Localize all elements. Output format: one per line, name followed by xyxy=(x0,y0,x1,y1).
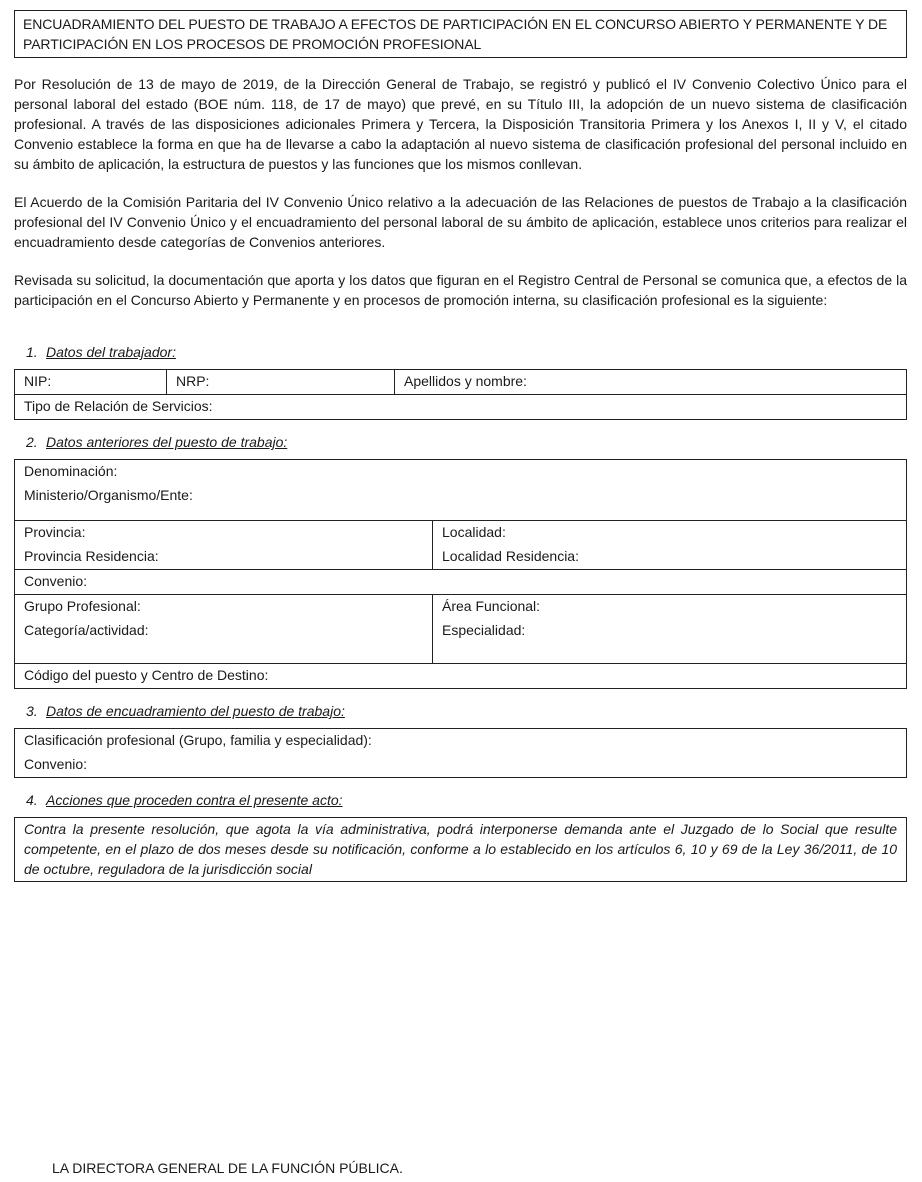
section-1-title: Datos del trabajador: xyxy=(46,344,176,360)
section-2-heading xyxy=(14,432,907,452)
job-code-field[interactable]: Código del puesto y Centro de Destino: xyxy=(15,664,907,689)
category-field[interactable]: Categoría/actividad: xyxy=(15,619,433,664)
classification-table xyxy=(14,728,907,778)
specialty-field[interactable]: Especialidad: xyxy=(433,619,907,664)
province-field[interactable]: Provincia: xyxy=(15,521,433,546)
ministry-field[interactable]: Ministerio/Organismo/Ente: xyxy=(15,484,907,521)
classification-field[interactable]: Clasificación profesional (Grupo, familia y especialidad): xyxy=(15,729,907,754)
section-1-heading xyxy=(14,342,907,362)
worker-data-table xyxy=(14,369,907,420)
section-1-number: 1. xyxy=(26,344,38,360)
legal-actions-box: Contra la presente resolución, que agota la vía administrativa, podrá interponerse demanda ante el Juzgado de lo Social que resulte competente, en el plazo de dos meses desde su notificación, conforme a lo establecido en los artículos 6, 10 y 69 de la Ley 36/2011, de 10 de octubre, reguladora de la jurisdicción social xyxy=(14,817,907,882)
residence-province-field[interactable]: Provincia Residencia: xyxy=(15,545,433,570)
intro-paragraph-1: Por Resolución de 13 de mayo de 2019, de la Dirección General de Trabajo, se registró y publicó el IV Convenio Colectivo Único para el personal laboral del estado (BOE núm. 118, de 17 de mayo) que prevé, en su Título III, la adopción de un nuevo sistema de clasificación profesional. A través de las disposiciones adicionales Primera y Tercera, la Disposición Transitoria Primera y los Anexos I, II y V, el citado Convenio establece la forma en que ha de llevarse a cabo la adaptación al nuevo sistema de clasificación profesional del personal incluido en su ámbito de aplicación, la estructura de puestos y las funciones que los mismos conllevan. xyxy=(14,76,907,172)
intro-paragraph-3: Revisada su solicitud, la documentación que aporta y los datos que figuran en el Registro Central de Personal se comunica que, a efectos de la participación en el Concurso Abierto y Permanente y en procesos de promoción interna, su clasificación profesional es la siguiente: xyxy=(14,272,907,308)
professional-group-field[interactable]: Grupo Profesional: xyxy=(15,595,433,620)
agreement-field[interactable]: Convenio: xyxy=(15,570,907,595)
denomination-field[interactable]: Denominación: xyxy=(15,460,907,485)
section-4-number: 4. xyxy=(26,792,38,808)
section-2-number: 2. xyxy=(26,434,38,450)
functional-area-field[interactable]: Área Funcional: xyxy=(433,595,907,620)
residence-locality-field[interactable]: Localidad Residencia: xyxy=(433,545,907,570)
intro-paragraph-2: El Acuerdo de la Comisión Paritaria del IV Convenio Único relativo a la adecuación de las Relaciones de puestos de Trabajo a la clasificación profesional del IV Convenio Único y el encuadramiento del personal laboral de su ámbito de aplicación, establece unos criterios para realizar el encuadramiento desde categorías de Convenios anteriores. xyxy=(14,194,907,250)
section-4-title: Acciones que proceden contra el presente acto: xyxy=(46,792,343,808)
classification-agreement-field[interactable]: Convenio: xyxy=(15,753,907,778)
section-3-title: Datos de encuadramiento del puesto de trabajo: xyxy=(46,703,345,719)
section-3-heading xyxy=(14,701,907,721)
previous-job-table xyxy=(14,459,907,689)
locality-field[interactable]: Localidad: xyxy=(433,521,907,546)
signature-line: LA DIRECTORA GENERAL DE LA FUNCIÓN PÚBLICA. xyxy=(52,1160,403,1176)
section-2-title: Datos anteriores del puesto de trabajo: xyxy=(46,434,288,450)
name-field[interactable]: Apellidos y nombre: xyxy=(395,370,907,395)
document-title: ENCUADRAMIENTO DEL PUESTO DE TRABAJO A EFECTOS DE PARTICIPACIÓN EN EL CONCURSO ABIERTO Y PERMANENTE Y DE PARTICIPACIÓN EN LOS PROCESOS DE PROMOCIÓN PROFESIONAL xyxy=(14,10,907,58)
nrp-field[interactable]: NRP: xyxy=(167,370,395,395)
relation-type-field[interactable]: Tipo de Relación de Servicios: xyxy=(15,395,907,420)
nip-field[interactable]: NIP: xyxy=(15,370,167,395)
document-page xyxy=(14,10,907,882)
section-3-number: 3. xyxy=(26,703,38,719)
section-4-heading xyxy=(14,790,907,810)
